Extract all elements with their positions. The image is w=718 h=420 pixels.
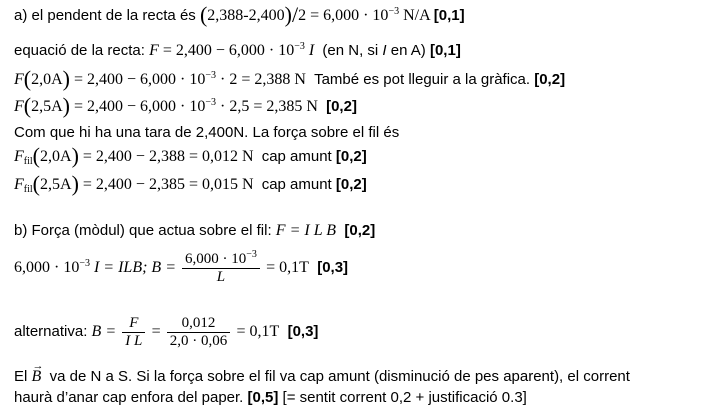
fraction-F-over-IL: $\frac{F}{\text{I L}}$	[122, 315, 145, 350]
wire-force-2A-formula: $F_{fil}(2,0A) = 2,400 - 2,388 = 0,012$ N	[14, 143, 254, 168]
part-a-tara-text: Com que hi ha una tara de 2,400N. La força sobre el fil és	[14, 124, 400, 141]
score: [0,1]	[429, 42, 461, 59]
part-b-field-direction: El → B va de N a S. Si la força sobre el fil va cap amunt (disminució de pes aparent), el corrent	[14, 368, 714, 386]
slope-formula: $(2,388-2,400)/2 = 6,000 \cdot 10^{-3}$ N/A	[199, 2, 430, 27]
force-2-5A-formula: $F(2,5A) = 2,400 - 6,000 \cdot 10^{-3} \cdot 2,5 = 2,385$ N	[14, 93, 318, 118]
force-2A-formula: $F(2,0A) = 2,400 - 6,000 \cdot 10^{-3} \cdot 2 = 2,388$ N	[14, 66, 306, 91]
part-b-force-line: b) Força (mòdul) que actua sobre el fil: F = I L B [0,2]	[14, 222, 376, 239]
vector-arrow-icon: →	[32, 360, 44, 372]
field-equation: $6,000 \cdot 10^{-3}$ I = ILB; B =	[14, 258, 176, 276]
score-breakdown: [= sentit corrent 0,2 + justificació 0.3]	[282, 389, 527, 406]
part-a-force-2A: $F(2,0A) = 2,400 - 6,000 \cdot 10^{-3} \cdot 2 = 2,388$ N També es pot lleguir a la gràfica. [0,2]	[14, 66, 566, 91]
slope-label: a) el pendent de la recta és	[14, 7, 196, 24]
part-b-field-calc: $6,000 \cdot 10^{-3}$ I = ILB; B = $\frac{6,000 \cdot 10^{-3}}{L}$ = 0,1T [0,3]	[14, 248, 349, 285]
score: [0,2]	[344, 222, 376, 239]
force-formula: F = I L B	[275, 222, 337, 239]
fraction-numeric: $\frac{0,012}{2,0 \cdot 0,06}$	[167, 315, 231, 350]
score: [0,3]	[317, 259, 349, 276]
score: [0,5]	[247, 389, 279, 406]
equation-label: equació de la recta:	[14, 42, 145, 59]
part-a-wire-force-2A: $F_{fil}(2,0A) = 2,400 - 2,388 = 0,012$ N cap amunt [0,2]	[14, 143, 367, 168]
score: [0,2]	[326, 98, 357, 115]
score: [0,3]	[287, 323, 319, 340]
score: [0,2]	[534, 71, 566, 88]
score: [0,2]	[335, 148, 367, 165]
line-equation: $F = 2,400 - 6,000 \cdot 10^{-3}$ I	[149, 41, 315, 59]
score: [0,2]	[335, 176, 367, 193]
vector-B: → B	[32, 368, 42, 386]
part-a-wire-force-2-5A: $F_{fil}(2,5A) = 2,400 - 2,385 = 0,015$ N cap amunt [0,2]	[14, 171, 367, 196]
part-a-force-2-5A	[14, 93, 714, 118]
part-b-alternative: alternativa: B = $\frac{F}{\text{I L}}$ = $\frac{0,012}{2,0 \cdot 0,06}$ = 0,1T [0,3]	[14, 314, 319, 349]
score: [0,1]	[433, 7, 465, 24]
fraction-field: $\frac{6,000 \cdot 10^{-3}}{L}$	[182, 251, 260, 286]
part-a-slope-line	[14, 2, 714, 27]
part-a-line-equation: equació de la recta: $F = 2,400 - 6,000 \cdot 10^{-3}$ I (en N, si I en A) [0,1]	[14, 41, 461, 59]
part-b-current-direction: haurà d’anar cap enfora del paper. [0,5] [= sentit corrent 0,2 + justificació 0.3]	[14, 389, 527, 406]
wire-force-2-5A-formula: $F_{fil}(2,5A) = 2,400 - 2,385 = 0,015$ N	[14, 171, 254, 196]
